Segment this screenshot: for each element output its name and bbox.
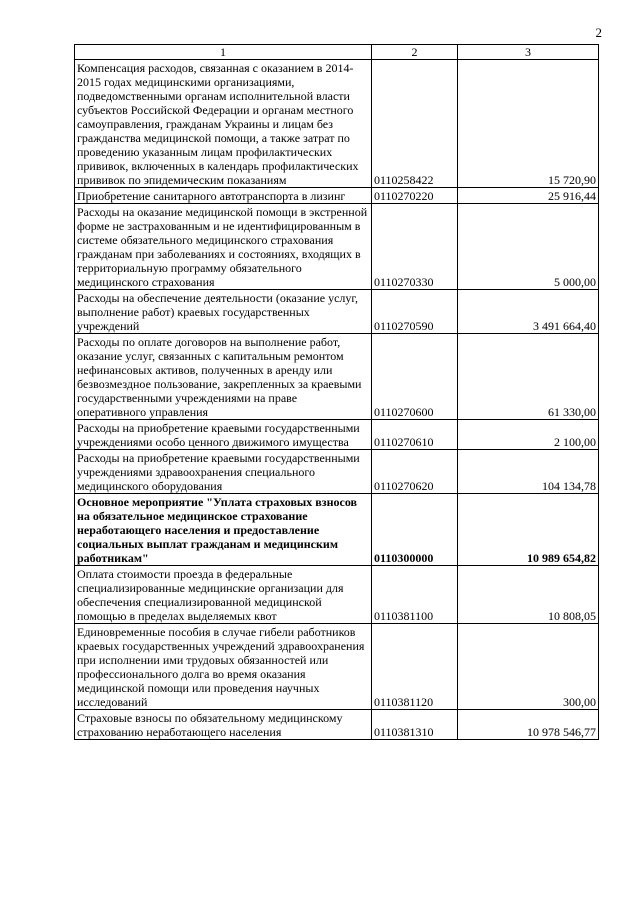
table-row (75, 334, 599, 420)
table-row (75, 450, 599, 494)
row-description: Расходы на приобретение краевыми государственными учреждениями особо ценного движимого имущества (75, 420, 372, 450)
row-amount: 10 808,05 (458, 566, 599, 624)
header-col-2: 2 (372, 45, 458, 60)
row-code: 0110270590 (372, 290, 458, 334)
table-row (75, 188, 599, 204)
table-body (75, 60, 599, 740)
table-row (75, 624, 599, 710)
table-row (75, 290, 599, 334)
row-amount: 300,00 (458, 624, 599, 710)
row-amount: 25 916,44 (458, 188, 599, 204)
row-code: 0110381120 (372, 624, 458, 710)
row-description: Оплата стоимости проезда в федеральные специализированные медицинские организации для обеспечения специализированной медицинской помощью в пределах выделяемых квот (75, 566, 372, 624)
row-description: Компенсация расходов, связанная с оказанием в 2014-2015 годах медицинскими организациями, подведомственными органам исполнительной власти субъектов Российской Федерации и органам местного самоуправления, гражданам Украины и лицам без гражданства медицинской помощи, а также затрат по проведению указанным лицам профилактических прививок, включенных в календарь профилактических прививок по эпидемическим показаниям (75, 60, 372, 188)
row-code: 0110300000 (372, 494, 458, 566)
row-amount: 2 100,00 (458, 420, 599, 450)
row-description: Расходы по оплате договоров на выполнение работ, оказание услуг, связанных с капитальным ремонтом нефинансовых активов, полученных в аренду или безвозмездное пользование, закрепленных за краевыми государственными учреждениями на праве оперативного управления (75, 334, 372, 420)
row-code: 0110270220 (372, 188, 458, 204)
row-description: Расходы на оказание медицинской помощи в экстренной форме не застрахованным и не идентифицированным в системе обязательного медицинского страхования гражданам при заболеваниях и состояниях, входящих в территориальную программу обязательного медицинского страхования (75, 204, 372, 290)
row-code: 0110270610 (372, 420, 458, 450)
row-amount: 3 491 664,40 (458, 290, 599, 334)
row-description: Страховые взносы по обязательному медицинскому страхованию неработающего населения (75, 710, 372, 740)
header-col-3: 3 (458, 45, 599, 60)
row-description: Основное мероприятие "Уплата страховых взносов на обязательное медицинское страхование неработающего населения и предоставление социальных выплат гражданам и медицинским работникам" (75, 494, 372, 566)
budget-table (74, 44, 599, 740)
row-description: Расходы на приобретение краевыми государственными учреждениями здравоохранения специального медицинского оборудования (75, 450, 372, 494)
table-row (75, 566, 599, 624)
row-code: 0110270620 (372, 450, 458, 494)
table-row (75, 204, 599, 290)
row-code: 0110270330 (372, 204, 458, 290)
row-amount: 10 978 546,77 (458, 710, 599, 740)
row-code: 0110258422 (372, 60, 458, 188)
row-description: Приобретение санитарного автотранспорта в лизинг (75, 188, 372, 204)
row-amount: 104 134,78 (458, 450, 599, 494)
row-description: Расходы на обеспечение деятельности (оказание услуг, выполнение работ) краевых государственных учреждений (75, 290, 372, 334)
table-row (75, 60, 599, 188)
row-code: 0110381310 (372, 710, 458, 740)
page-number: 2 (595, 25, 602, 40)
row-amount: 61 330,00 (458, 334, 599, 420)
table-row (75, 710, 599, 740)
row-amount: 10 989 654,82 (458, 494, 599, 566)
row-code: 0110270600 (372, 334, 458, 420)
row-description: Единовременные пособия в случае гибели работников краевых государственных учреждений здравоохранения при исполнении ими трудовых обязанностей или профессионального долга во время оказания медицинской помощи или проведения научных исследований (75, 624, 372, 710)
row-code: 0110381100 (372, 566, 458, 624)
row-amount: 15 720,90 (458, 60, 599, 188)
row-amount: 5 000,00 (458, 204, 599, 290)
header-col-1: 1 (75, 45, 372, 60)
header-row (75, 45, 599, 60)
table-row (75, 420, 599, 450)
table-row (75, 494, 599, 566)
